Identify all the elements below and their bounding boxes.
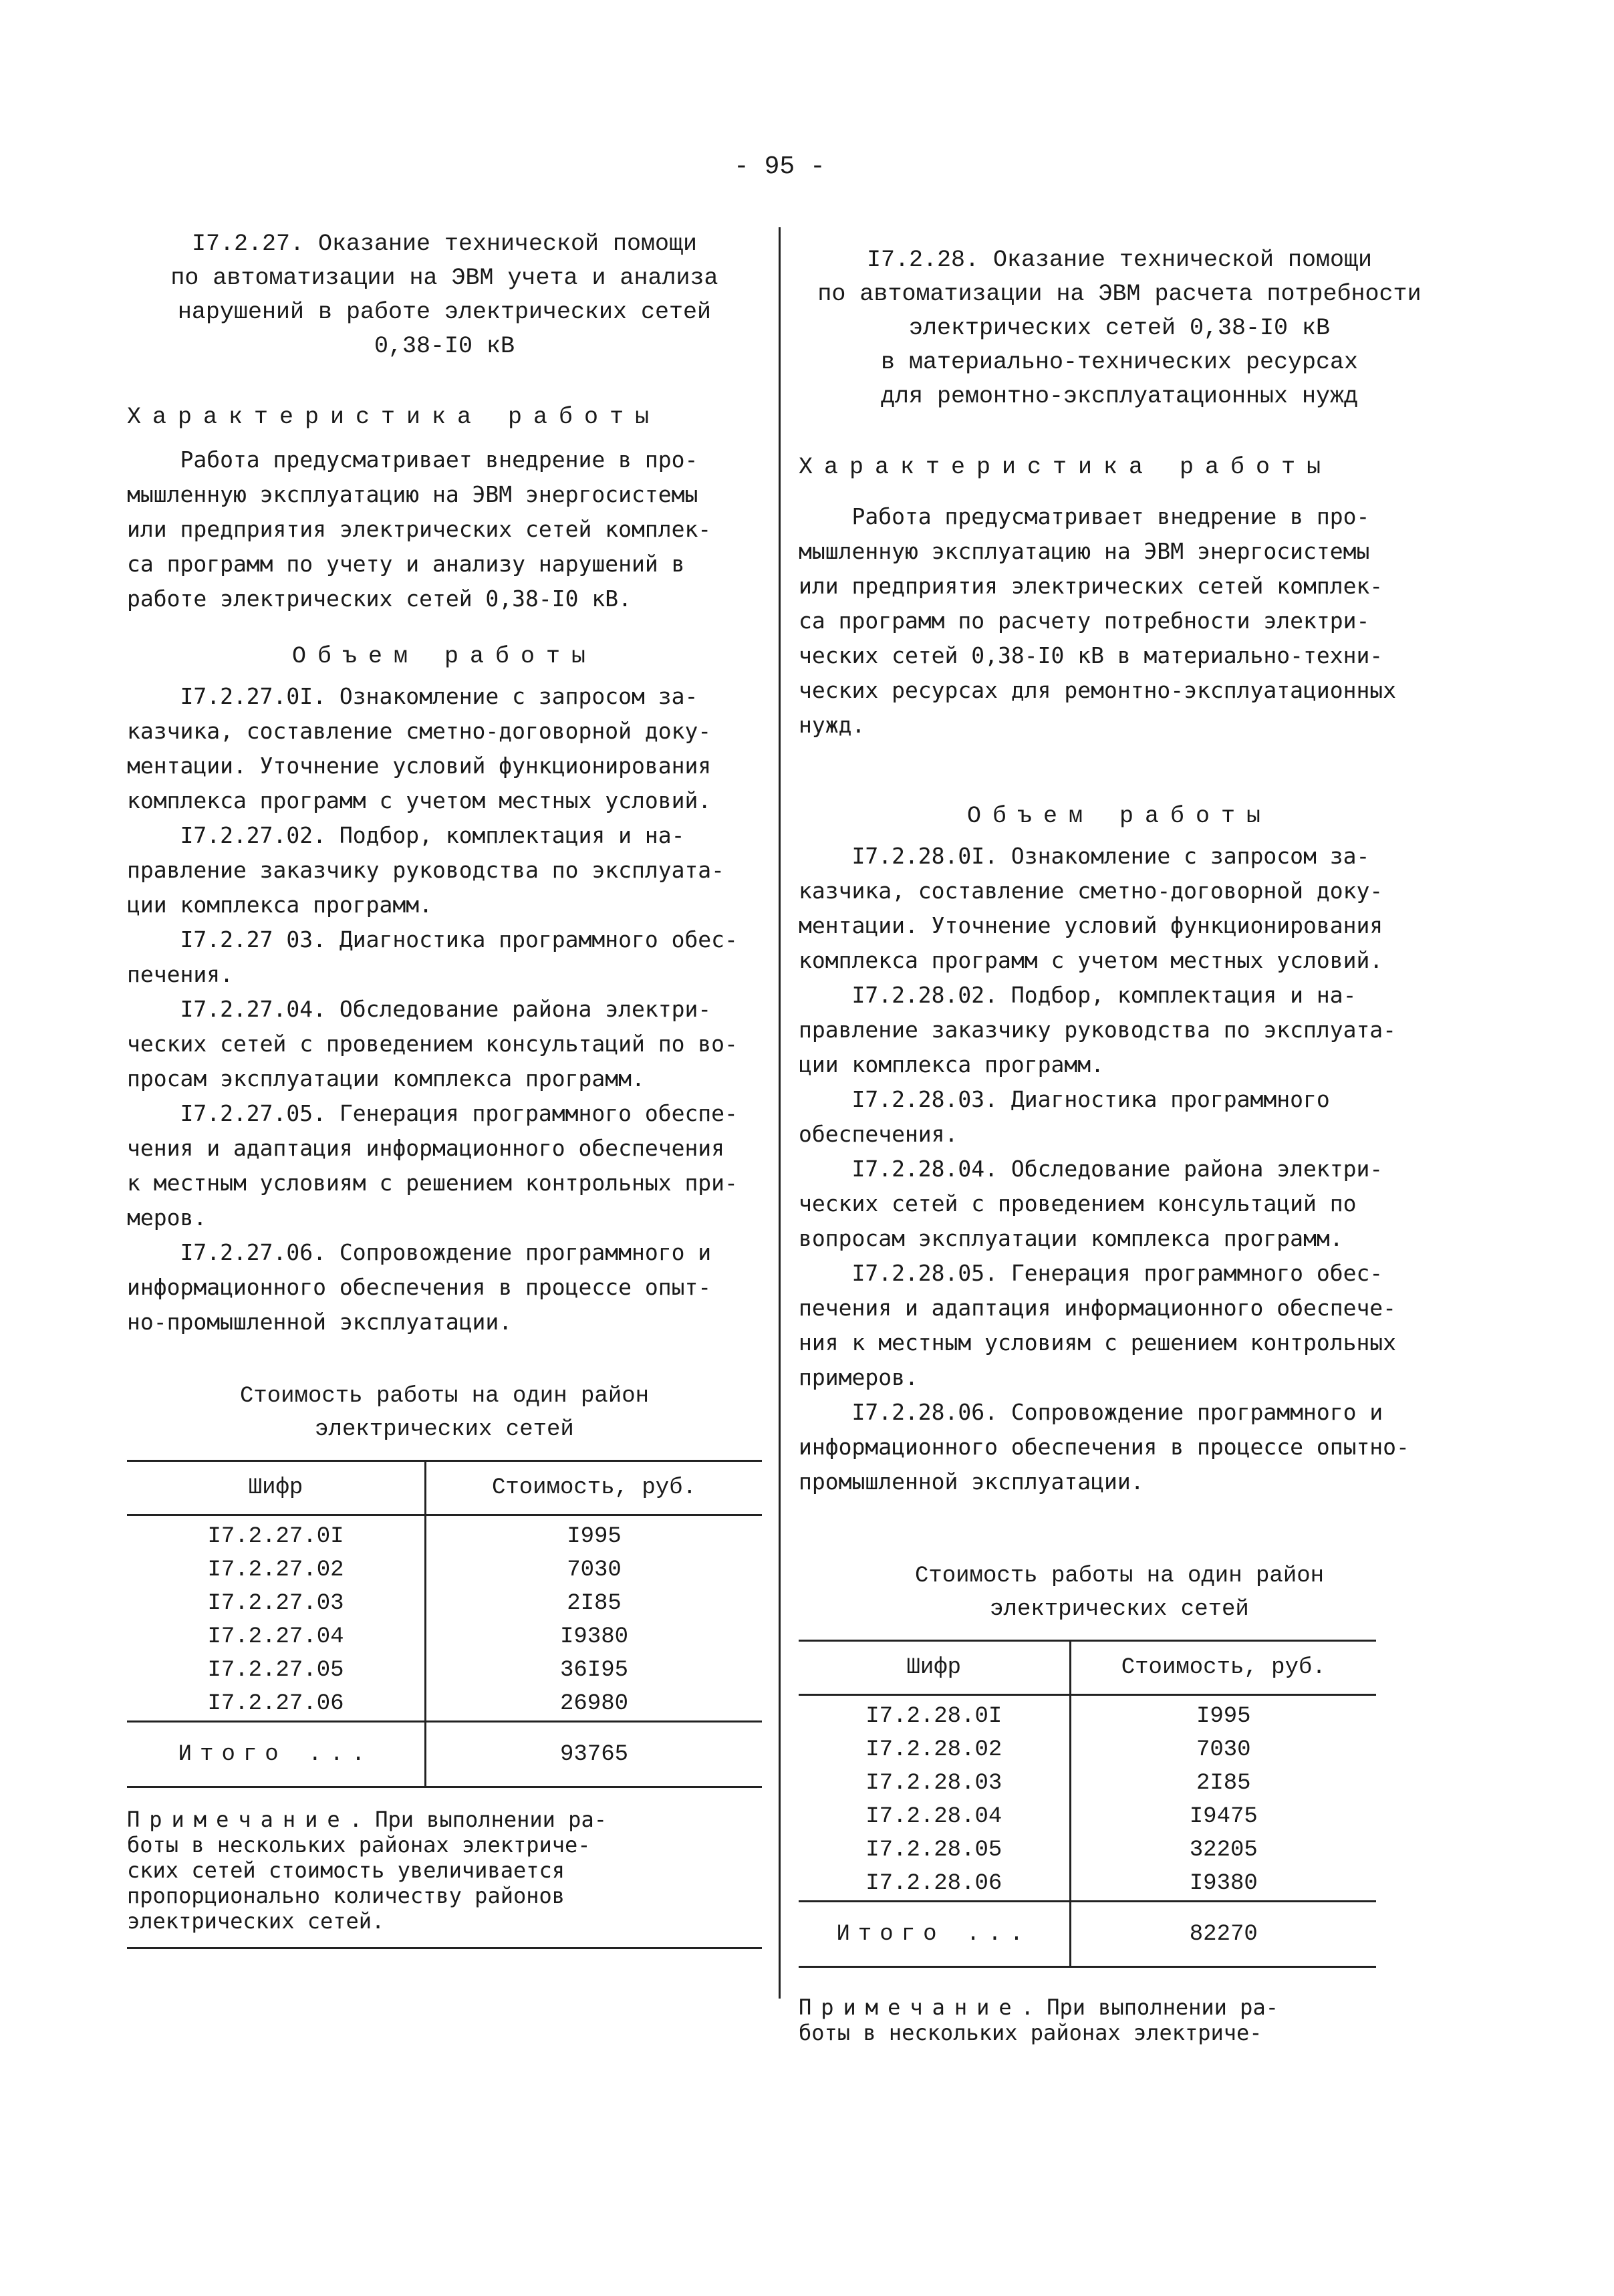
left-characteristics-text: Работа предусматривает внедрение в про- мышленную эксплуатацию на ЭВМ энергосистемы или предприятия электрических сетей комплек- са программ по учету и анализу нарушений в работе электрических сетей 0,38-I0 кВ.: [127, 447, 712, 612]
note-text: . При выполнении ра- боты в нескольких районах электриче-: [799, 1995, 1279, 2045]
row-cost: I995: [567, 1524, 622, 1549]
right-heading-line: для ремонтно-эксплуатационных нужд: [880, 383, 1359, 410]
row-code: I7.2.27.06: [127, 1687, 426, 1722]
row-code: I7.2.28.04: [799, 1800, 1070, 1833]
right-volume-title: Объем работы: [966, 803, 1272, 830]
right-cost-caption-line: электрических сетей: [990, 1597, 1249, 1622]
table-row: [799, 1867, 1376, 1902]
left-volume-title: Объем работы: [291, 643, 597, 670]
page-number: - 95 -: [734, 152, 825, 181]
row-cost: 26980: [559, 1691, 629, 1716]
row-cost: 32205: [1189, 1837, 1258, 1863]
left-cost-table: [127, 1460, 762, 1788]
table-row: [799, 1767, 1376, 1800]
left-heading: [127, 227, 762, 364]
table-total-row: [799, 1902, 1376, 1967]
note-label: Примечание: [799, 1995, 1021, 2020]
table-row: [127, 1620, 762, 1654]
table-row: [127, 1553, 762, 1587]
left-heading-line: по автоматизации на ЭВМ учета и анализа: [170, 265, 718, 291]
column-divider: [779, 227, 781, 1999]
row-code: I7.2.28.06: [799, 1867, 1070, 1902]
row-cost: I9475: [1189, 1804, 1258, 1829]
right-cost-caption-line: Стоимость работы на один район: [914, 1563, 1325, 1589]
row-code: I7.2.27.04: [127, 1620, 426, 1654]
left-column: [127, 227, 762, 1949]
row-code: I7.2.28.0I: [799, 1695, 1070, 1734]
left-heading-line: 0,38-I0 кВ: [374, 333, 515, 360]
row-cost: 2I85: [567, 1591, 622, 1616]
header-cost: Стоимость, руб.: [491, 1475, 697, 1501]
row-code: I7.2.28.02: [799, 1733, 1070, 1767]
total-value: 82270: [1189, 1921, 1258, 1947]
left-characteristics-title: Характеристика работы: [127, 404, 661, 430]
header-code: Шифр: [799, 1641, 1070, 1695]
table-row: [799, 1800, 1376, 1833]
row-code: I7.2.27.03: [127, 1587, 426, 1620]
row-code: I7.2.27.02: [127, 1553, 426, 1587]
left-cost-caption: [127, 1380, 762, 1446]
row-cost: 7030: [1196, 1737, 1251, 1763]
row-cost: I9380: [1189, 1871, 1258, 1896]
table-total-row: [127, 1722, 762, 1787]
table-row: [799, 1733, 1376, 1767]
row-cost: 2I85: [1196, 1771, 1251, 1796]
row-cost: 36I95: [559, 1658, 629, 1683]
right-heading: [799, 243, 1440, 414]
total-label: Итого ...: [799, 1902, 1070, 1967]
row-code: I7.2.28.03: [799, 1767, 1070, 1800]
row-cost: I995: [1196, 1704, 1251, 1729]
header-code: Шифр: [127, 1461, 426, 1515]
row-cost: I9380: [559, 1624, 629, 1650]
right-cost-table: [799, 1640, 1376, 1968]
table-header-row: [127, 1461, 762, 1515]
total-label: Итого ...: [127, 1722, 426, 1787]
right-cost-caption: [799, 1559, 1440, 1626]
note-rule: [127, 1947, 762, 1949]
left-heading-line: I7.2.27. Оказание технической помощи: [191, 231, 698, 257]
row-code: I7.2.28.05: [799, 1833, 1070, 1867]
note-label: Примечание: [127, 1807, 350, 1832]
header-cost: Стоимость, руб.: [1121, 1655, 1326, 1680]
row-code: I7.2.27.05: [127, 1654, 426, 1687]
left-cost-caption-line: электрических сетей: [315, 1417, 574, 1442]
right-note: [799, 1995, 1440, 2045]
table-row: [799, 1833, 1376, 1867]
right-characteristics-text: Работа предусматривает внедрение в про- мышленную эксплуатацию на ЭВМ энергосистемы или предприятия электрических сетей комплек- са программ по расчету потребности электри- ческих сетей 0,38-I0 кВ в материально-техни- ческих ресурсах для ремонтно-эксплуатационных нужд.: [799, 503, 1397, 738]
left-volume-text: I7.2.27.0I. Ознакомление с запросом за- казчика, составление сметно-договорной доку- ментации. Уточнение условий функционирования комплекса программ с учетом местных условий. I7.2.27.02. Подбор, комплектация и на- правление заказчику руководства по эксплуата- ции комплекса программ. I7.2.27 03. Диагностика программного обес- печения. I7.2.27.04. Обследование района электри- ческих сетей с проведением консультаций по во- просам эксплуатации комплекса программ. I7.2.27.05. Генерация программного обеспе- чения и адаптация информационного обеспечения к местным условиям с решением контрольных при- меров. I7.2.27.06. Сопровождение программного и информационного обеспечения в процессе опыт- но-промышленной эксплуатации.: [127, 683, 738, 1335]
table-row: [127, 1515, 762, 1554]
left-cost-caption-line: Стоимость работы на один район: [239, 1384, 650, 1409]
right-characteristics-title: Характеристика работы: [799, 454, 1333, 481]
note-text: . При выполнении ра- боты в нескольких районах электриче- ских сетей стоимость увеличивается пропорционально количеству районов электрических сетей.: [127, 1807, 607, 1934]
table-header-row: [799, 1641, 1376, 1695]
table-row: [799, 1695, 1376, 1734]
row-code: I7.2.27.0I: [127, 1515, 426, 1554]
right-heading-line: по автоматизации на ЭВМ расчета потребности: [817, 281, 1422, 307]
right-heading-line: I7.2.28. Оказание технической помощи: [866, 247, 1373, 273]
table-row: [127, 1587, 762, 1620]
right-heading-line: электрических сетей 0,38-I0 кВ: [908, 315, 1331, 342]
row-cost: 7030: [567, 1557, 622, 1583]
total-value: 93765: [559, 1741, 629, 1767]
left-note: [127, 1807, 762, 1934]
table-row: [127, 1654, 762, 1687]
right-column: [799, 227, 1440, 2045]
right-volume-text: I7.2.28.0I. Ознакомление с запросом за- казчика, составление сметно-договорной доку- ментации. Уточнение условий функционирования комплекса программ с учетом местных условий. I7.2.28.02. Подбор, комплектация и на- правление заказчику руководства по эксплуата- ции комплекса программ. I7.2.28.03. Диагностика программного обеспечения. I7.2.28.04. Обследование района электри- ческих сетей с проведением консультаций по вопросам эксплуатации комплекса программ. I7.2.28.05. Генерация программного обес- печения и адаптация информационного обеспече- ния к местным условиям с решением контрольных примеров. I7.2.28.06. Сопровождение программного и информационного обеспечения в процессе опытно- промышленной эксплуатации.: [799, 843, 1409, 1495]
right-heading-line: в материально-технических ресурсах: [880, 349, 1359, 376]
left-heading-line: нарушений в работе электрических сетей: [177, 299, 712, 326]
table-row: [127, 1687, 762, 1722]
